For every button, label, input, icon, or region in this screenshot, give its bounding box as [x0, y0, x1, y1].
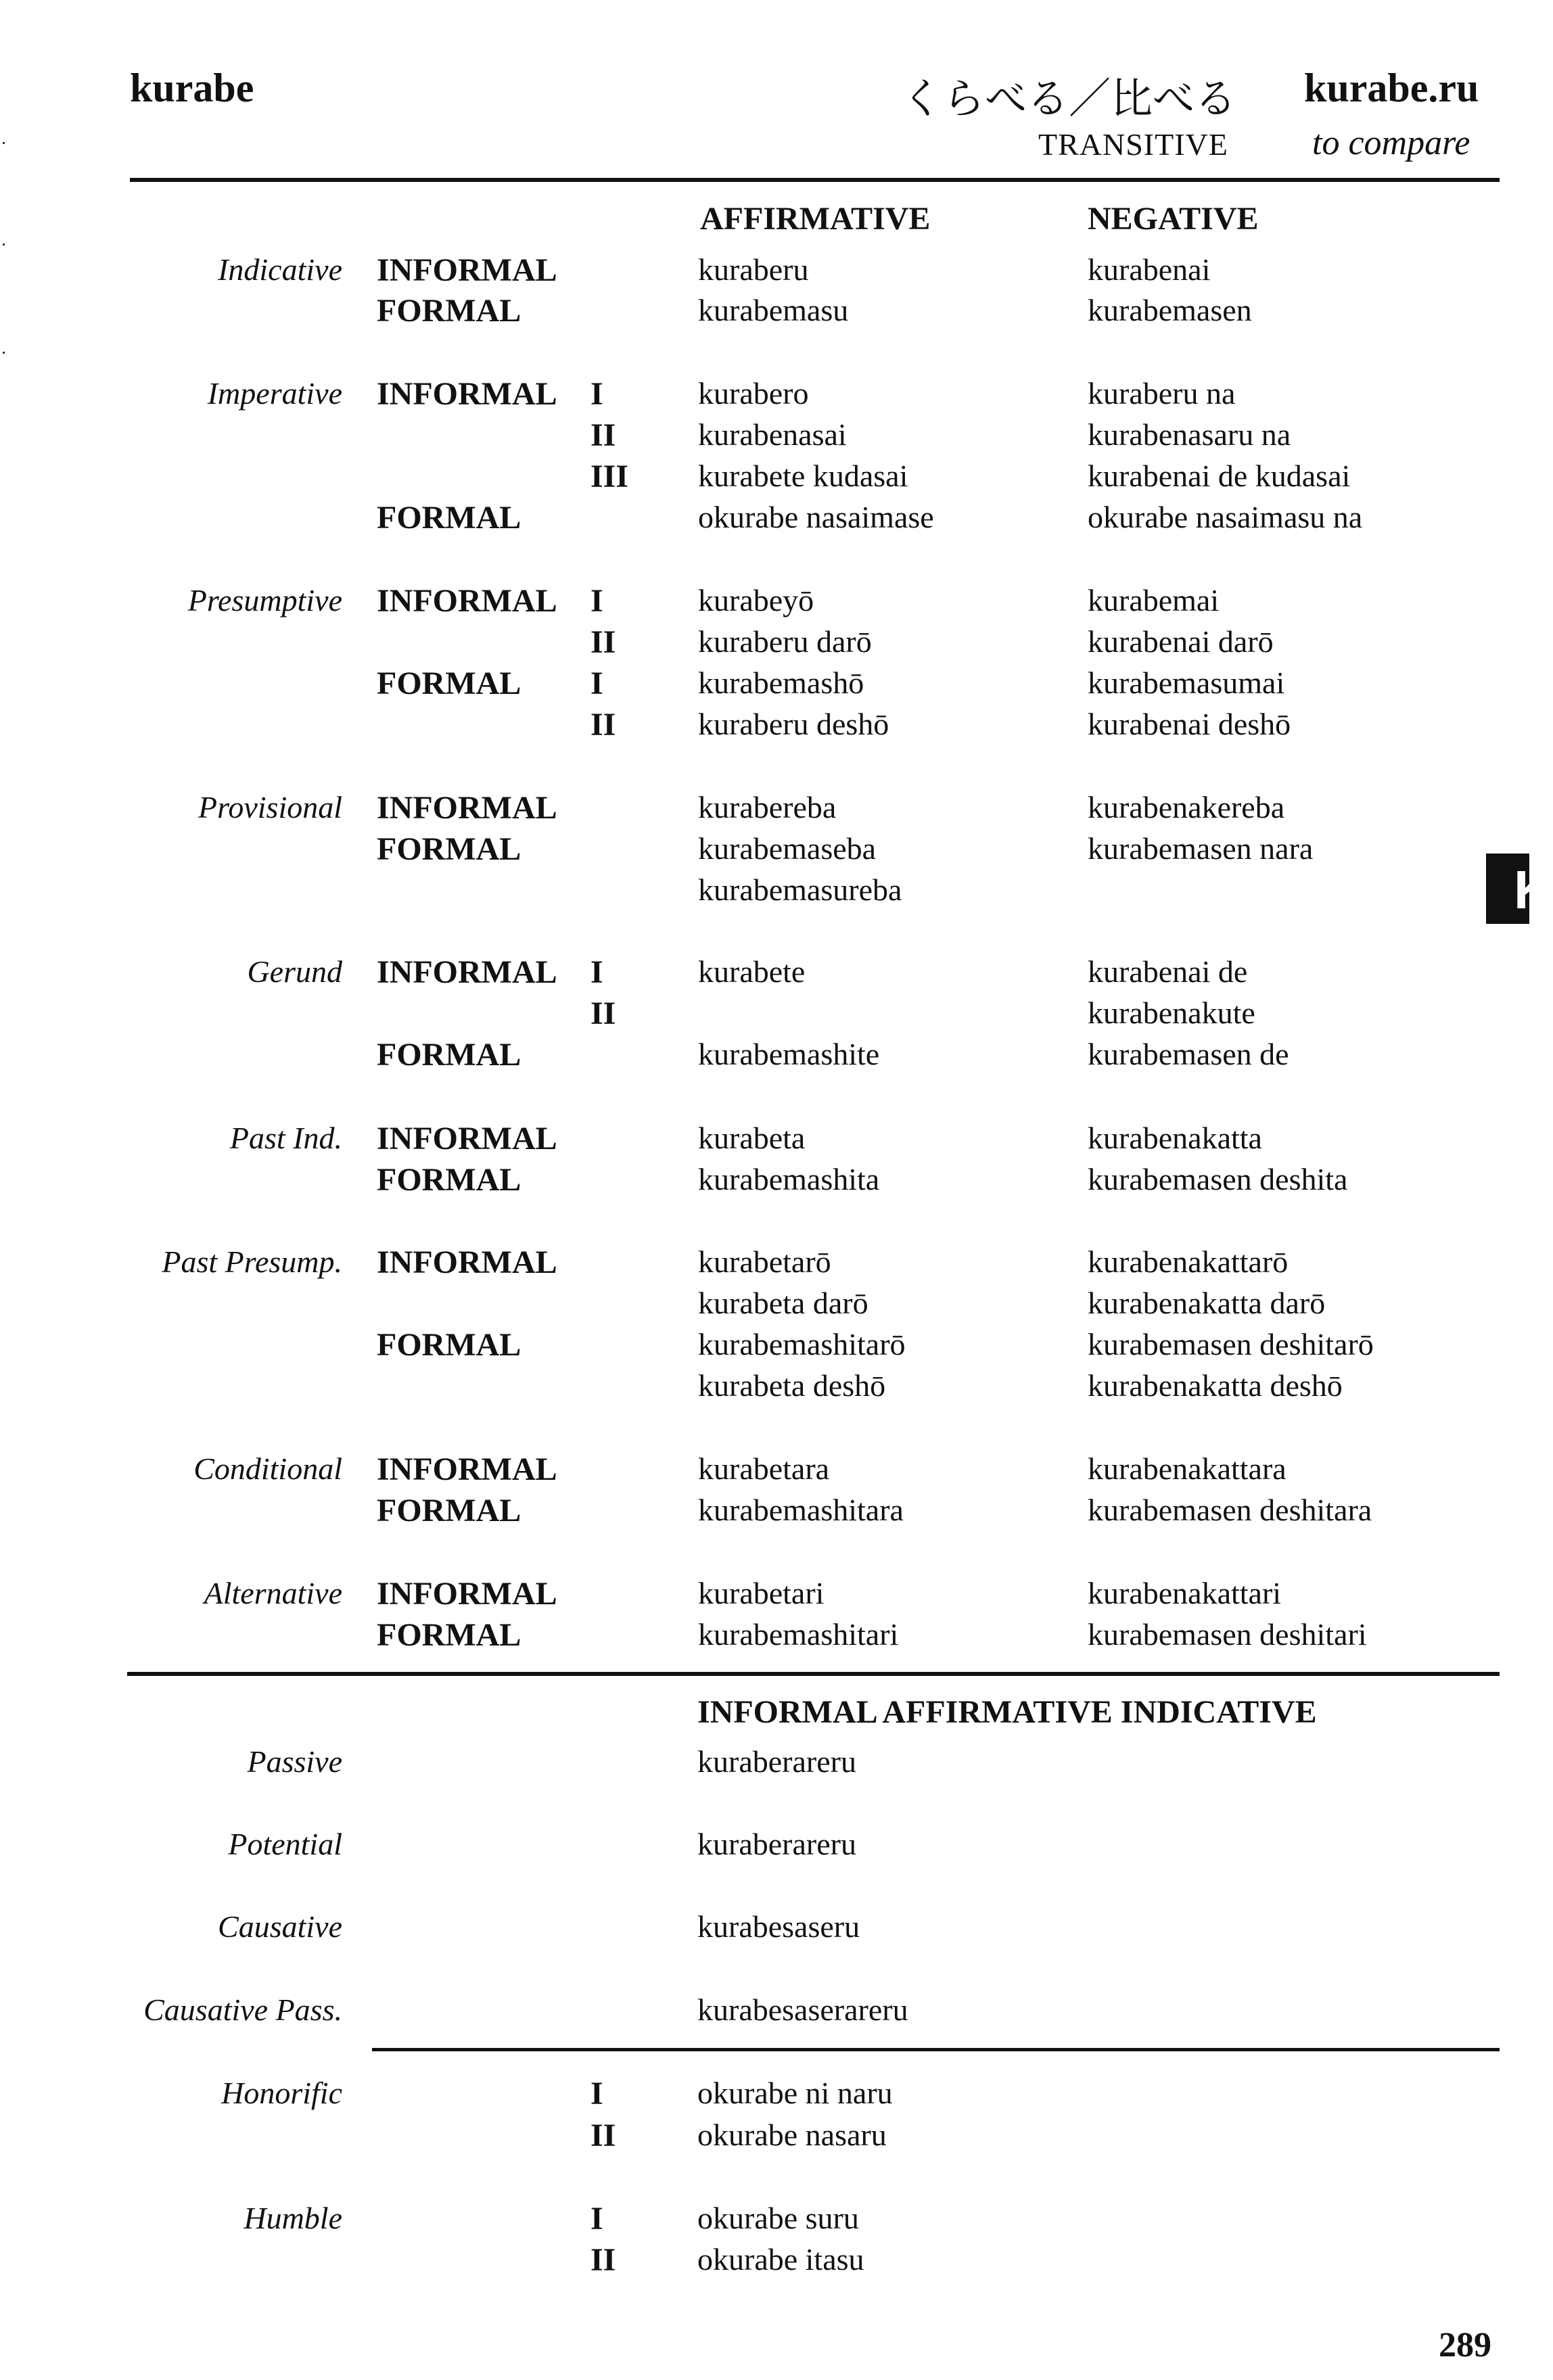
derived-heading: INFORMAL AFFIRMATIVE INDICATIVE — [697, 1694, 1317, 1730]
affirmative-form: kurabeta darō — [698, 1286, 868, 1320]
scan-speck — [3, 243, 5, 246]
thumb-index-letter: K — [1514, 860, 1553, 920]
register-label: FORMAL — [377, 666, 521, 701]
english-gloss: to compare — [1312, 124, 1470, 162]
affirmative-form: kurabemashitari — [698, 1617, 899, 1652]
negative-form: kurabemai — [1088, 583, 1220, 617]
register-label: FORMAL — [377, 831, 521, 867]
respect-number: II — [590, 2242, 616, 2278]
affirmative-form: kuraberu darō — [698, 624, 872, 659]
register-label: FORMAL — [377, 1493, 521, 1529]
register-label: FORMAL — [377, 1327, 521, 1363]
derived-mood-label: Passive — [247, 1744, 342, 1779]
scan-speck — [3, 142, 5, 144]
register-label: INFORMAL — [377, 583, 557, 619]
negative-form: kurabenai de kudasai — [1088, 459, 1351, 493]
mood-label: Indicative — [218, 252, 342, 287]
register-label: INFORMAL — [377, 252, 557, 288]
affirmative-form: kurabemasu — [698, 293, 849, 327]
form-number: III — [590, 459, 629, 494]
derived-form: kurabesaseru — [697, 1909, 860, 1944]
negative-form: kurabenakattara — [1088, 1451, 1287, 1486]
affirmative-form: kurabemashitara — [698, 1493, 904, 1527]
negative-form: kurabenakatta — [1088, 1121, 1262, 1155]
negative-form: kurabemasen de — [1088, 1037, 1289, 1071]
header-rule — [130, 178, 1500, 182]
derived-form: kurabesaserareru — [697, 1992, 908, 2027]
respect-number: I — [590, 2076, 603, 2111]
affirmative-form: kurabetarō — [698, 1244, 831, 1279]
affirmative-form: kurabereba — [698, 790, 837, 824]
affirmative-form: kurabemashita — [698, 1162, 880, 1196]
register-label: INFORMAL — [377, 376, 557, 412]
derived-mood-label: Potential — [228, 1827, 342, 1861]
negative-form: kurabenasaru na — [1088, 417, 1291, 452]
negative-form: kurabenai de — [1088, 954, 1248, 989]
affirmative-form: kurabetara — [698, 1451, 830, 1486]
form-number: I — [590, 954, 603, 990]
mood-label: Gerund — [247, 954, 342, 989]
derived-mood-label: Causative Pass. — [143, 1992, 342, 2027]
negative-form: kurabenakute — [1088, 996, 1255, 1030]
register-label: INFORMAL — [377, 1121, 557, 1157]
mood-label: Imperative — [207, 376, 342, 411]
negative-heading: NEGATIVE — [1088, 201, 1259, 237]
negative-form: kurabemasen deshitarō — [1088, 1327, 1374, 1361]
negative-form: kurabenai — [1088, 252, 1211, 287]
negative-form: kurabemasen deshita — [1088, 1162, 1348, 1196]
respect-form: okurabe nasaru — [697, 2118, 887, 2152]
affirmative-form: kurabeyō — [698, 583, 814, 617]
register-label: FORMAL — [377, 1037, 521, 1073]
mood-label: Past Presump. — [162, 1244, 342, 1279]
affirmative-form: kurabemasureba — [698, 872, 902, 907]
negative-form: kuraberu na — [1088, 376, 1236, 411]
affirmative-form: kuraberu — [698, 252, 809, 287]
respect-mood-label: Humble — [244, 2201, 342, 2235]
affirmative-form: okurabe nasaimase — [698, 500, 934, 534]
affirmative-form: kurabero — [698, 376, 809, 411]
dictionary-form: kurabe.ru — [1304, 66, 1479, 110]
affirmative-form: kuraberu deshō — [698, 707, 889, 741]
respect-form: okurabe itasu — [697, 2242, 864, 2277]
affirmative-heading: AFFIRMATIVE — [700, 201, 931, 237]
affirmative-form: kurabemashō — [698, 666, 864, 700]
register-label: FORMAL — [377, 1617, 521, 1653]
register-label: FORMAL — [377, 293, 521, 329]
affirmative-form: kurabete — [698, 954, 806, 989]
negative-form: kurabenai deshō — [1088, 707, 1291, 741]
form-number: II — [590, 624, 616, 660]
negative-form: kurabenakatta deshō — [1088, 1368, 1343, 1403]
affirmative-form: kurabete kudasai — [698, 459, 908, 493]
page-number: 289 — [1439, 2326, 1491, 2364]
respect-mood-label: Honorific — [221, 2076, 342, 2110]
section-rule — [127, 1672, 1500, 1676]
negative-form: okurabe nasaimasu na — [1088, 500, 1363, 534]
negative-form: kurabenakatta darō — [1088, 1286, 1326, 1320]
derived-form: kuraberareru — [697, 1827, 856, 1861]
respect-rule — [372, 2048, 1500, 2051]
respect-number: I — [590, 2201, 603, 2237]
register-label: FORMAL — [377, 500, 521, 536]
affirmative-form: kurabemashite — [698, 1037, 880, 1071]
negative-form: kurabenai darō — [1088, 624, 1274, 659]
register-label: INFORMAL — [377, 1451, 557, 1487]
affirmative-form: kurabemashitarō — [698, 1327, 906, 1361]
affirmative-form: kurabeta — [698, 1121, 806, 1155]
verb-stem: kurabe — [130, 66, 254, 110]
form-number: I — [590, 583, 603, 619]
respect-number: II — [590, 2118, 616, 2153]
register-label: FORMAL — [377, 1162, 521, 1198]
negative-form: kurabemasen deshitara — [1088, 1493, 1372, 1527]
negative-form: kurabenakattari — [1088, 1576, 1282, 1610]
form-number: II — [590, 707, 616, 743]
negative-form: kurabemasen — [1088, 293, 1252, 327]
form-number: I — [590, 376, 603, 412]
negative-form: kurabenakattarō — [1088, 1244, 1289, 1279]
negative-form: kurabemasen deshitari — [1088, 1617, 1367, 1652]
derived-form: kuraberareru — [697, 1744, 856, 1779]
form-number: I — [590, 666, 603, 701]
affirmative-form: kurabetari — [698, 1576, 825, 1610]
form-number: II — [590, 996, 616, 1031]
scan-speck — [3, 352, 5, 354]
negative-form: kurabemasen nara — [1088, 831, 1314, 866]
register-label: INFORMAL — [377, 1576, 557, 1612]
negative-form: kurabemasumai — [1088, 666, 1285, 700]
register-label: INFORMAL — [377, 790, 557, 826]
affirmative-form: kurabenasai — [698, 417, 847, 452]
affirmative-form: kurabeta deshō — [698, 1368, 886, 1403]
respect-form: okurabe ni naru — [697, 2076, 893, 2110]
mood-label: Provisional — [198, 790, 342, 824]
derived-mood-label: Causative — [218, 1909, 342, 1944]
mood-label: Presumptive — [187, 583, 342, 617]
respect-form: okurabe suru — [697, 2201, 859, 2235]
register-label: INFORMAL — [377, 954, 557, 990]
negative-form: kurabenakereba — [1088, 790, 1285, 824]
mood-label: Past Ind. — [229, 1121, 342, 1155]
mood-label: Conditional — [193, 1451, 342, 1486]
mood-label: Alternative — [204, 1576, 342, 1610]
register-label: INFORMAL — [377, 1244, 557, 1280]
form-number: II — [590, 417, 616, 453]
affirmative-form: kurabemaseba — [698, 831, 877, 866]
transitivity-label: TRANSITIVE — [1038, 127, 1228, 162]
japanese-heading: くらべる／比べる — [901, 74, 1237, 123]
